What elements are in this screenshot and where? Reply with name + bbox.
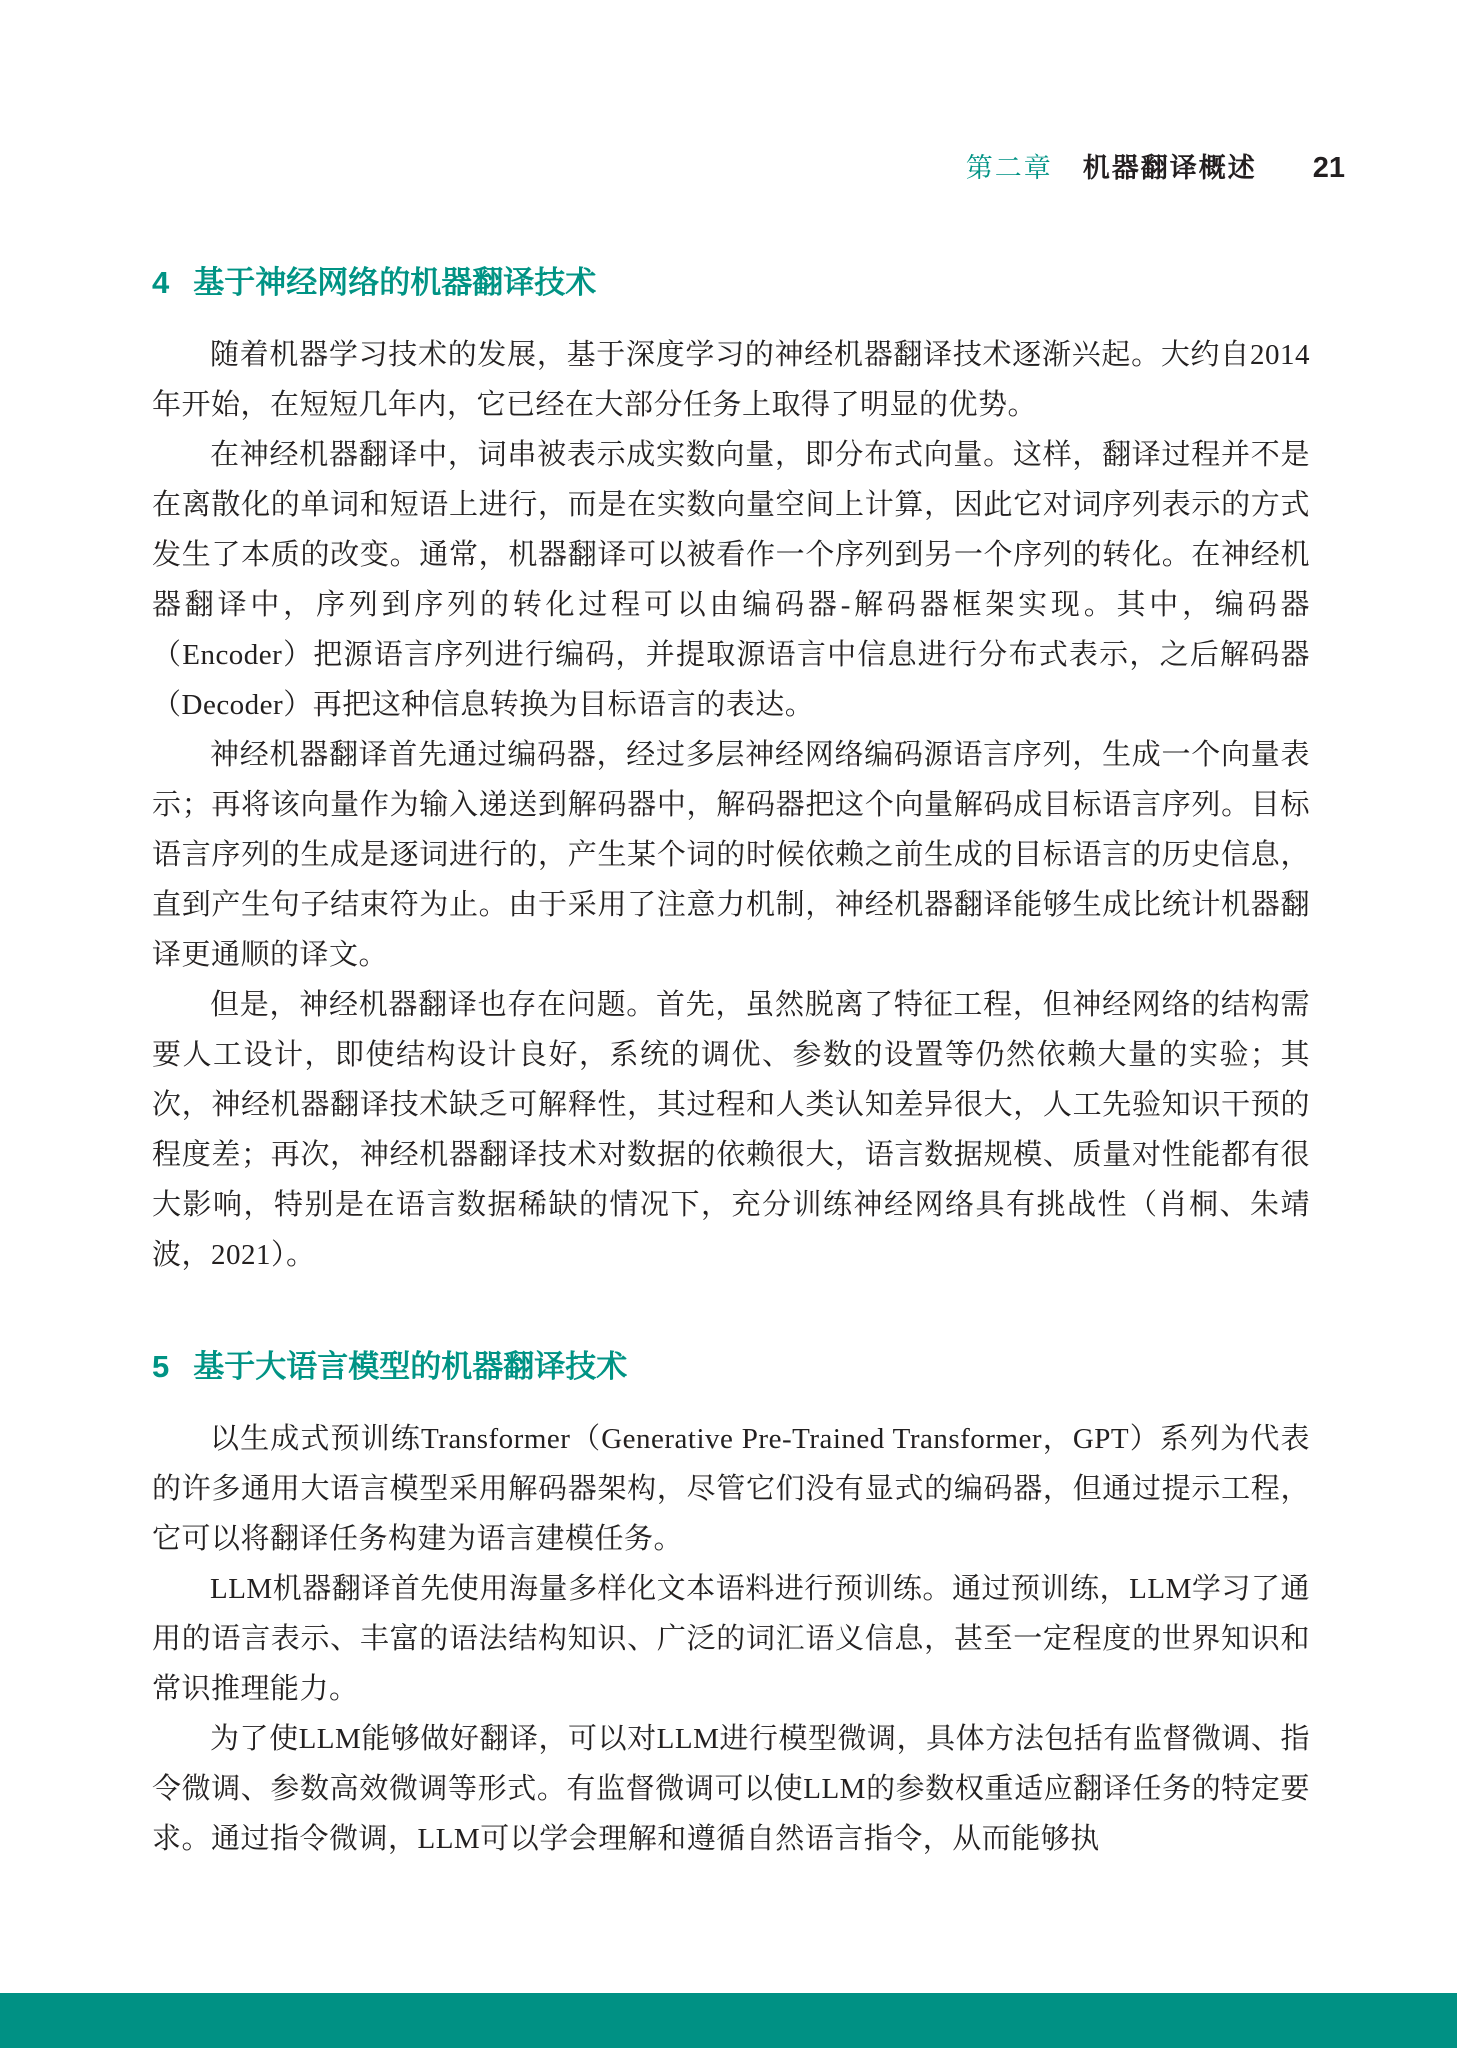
section-title: 基于大语言模型的机器翻译技术 [193, 1349, 628, 1384]
chapter-label: 第二章 [965, 153, 1053, 183]
section-title: 基于神经网络的机器翻译技术 [193, 265, 597, 300]
paragraph: 神经机器翻译首先通过编码器，经过多层神经网络编码源语言序列，生成一个向量表示；再将该向量作为输入递送到解码器中，解码器把这个向量解码成目标语言序列。目标语言序列的生成是逐词进行的，产生某个词的时候依赖之前生成的目标语言的历史信息，直到产生句子结束符为止。由于采用了注意力机制，神经机器翻译能够生成比统计机器翻译更通顺的译文。 [152, 739, 1310, 971]
page-content [152, 262, 1310, 1864]
running-header [0, 146, 1345, 185]
paragraph: 以生成式预训练Transformer（Generative Pre-Trained Transformer，GPT）系列为代表的许多通用大语言模型采用解码器架构，尽管它们没有显式的编码器，但通过提示工程，它可以将翻译任务构建为语言建模任务。 [152, 1423, 1310, 1555]
chapter-title: 机器翻译概述 [1082, 153, 1257, 183]
paragraph: 在神经机器翻译中，词串被表示成实数向量，即分布式向量。这样，翻译过程并不是在离散化的单词和短语上进行，而是在实数向量空间上计算，因此它对词序列表示的方式发生了本质的改变。通常，机器翻译可以被看作一个序列到另一个序列的转化。在神经机器翻译中，序列到序列的转化过程可以由编码器-解码器框架实现。其中，编码器（Encoder）把源语言序列进行编码，并提取源语言中信息进行分布式表示，之后解码器（Decoder）再把这种信息转换为目标语言的表达。 [152, 439, 1310, 721]
paragraph: LLM机器翻译首先使用海量多样化文本语料进行预训练。通过预训练，LLM学习了通用的语言表示、丰富的语法结构知识、广泛的词汇语义信息，甚至一定程度的世界知识和常识推理能力。 [152, 1573, 1310, 1705]
section-number: 4 [152, 265, 170, 300]
section-heading [152, 1346, 1310, 1388]
page-number: 21 [1312, 152, 1345, 184]
section-number: 5 [152, 1349, 170, 1384]
paragraph: 为了使LLM能够做好翻译，可以对LLM进行模型微调，具体方法包括有监督微调、指令微调、参数高效微调等形式。有监督微调可以使LLM的参数权重适应翻译任务的特定要求。通过指令微调，LLM可以学会理解和遵循自然语言指令，从而能够执 [152, 1723, 1310, 1855]
footer-bar [0, 1993, 1457, 2048]
paragraph: 但是，神经机器翻译也存在问题。首先，虽然脱离了特征工程，但神经网络的结构需要人工设计，即使结构设计良好，系统的调优、参数的设置等仍然依赖大量的实验；其次，神经机器翻译技术缺乏可解释性，其过程和人类认知差异很大，人工先验知识干预的程度差；再次，神经机器翻译技术对数据的依赖很大，语言数据规模、质量对性能都有很大影响，特别是在语言数据稀缺的情况下，充分训练神经网络具有挑战性（肖桐、朱靖波，2021）。 [152, 989, 1310, 1271]
paragraph: 随着机器学习技术的发展，基于深度学习的神经机器翻译技术逐渐兴起。大约自2014年开始，在短短几年内，它已经在大部分任务上取得了明显的优势。 [152, 339, 1310, 421]
section-heading [152, 262, 1310, 304]
